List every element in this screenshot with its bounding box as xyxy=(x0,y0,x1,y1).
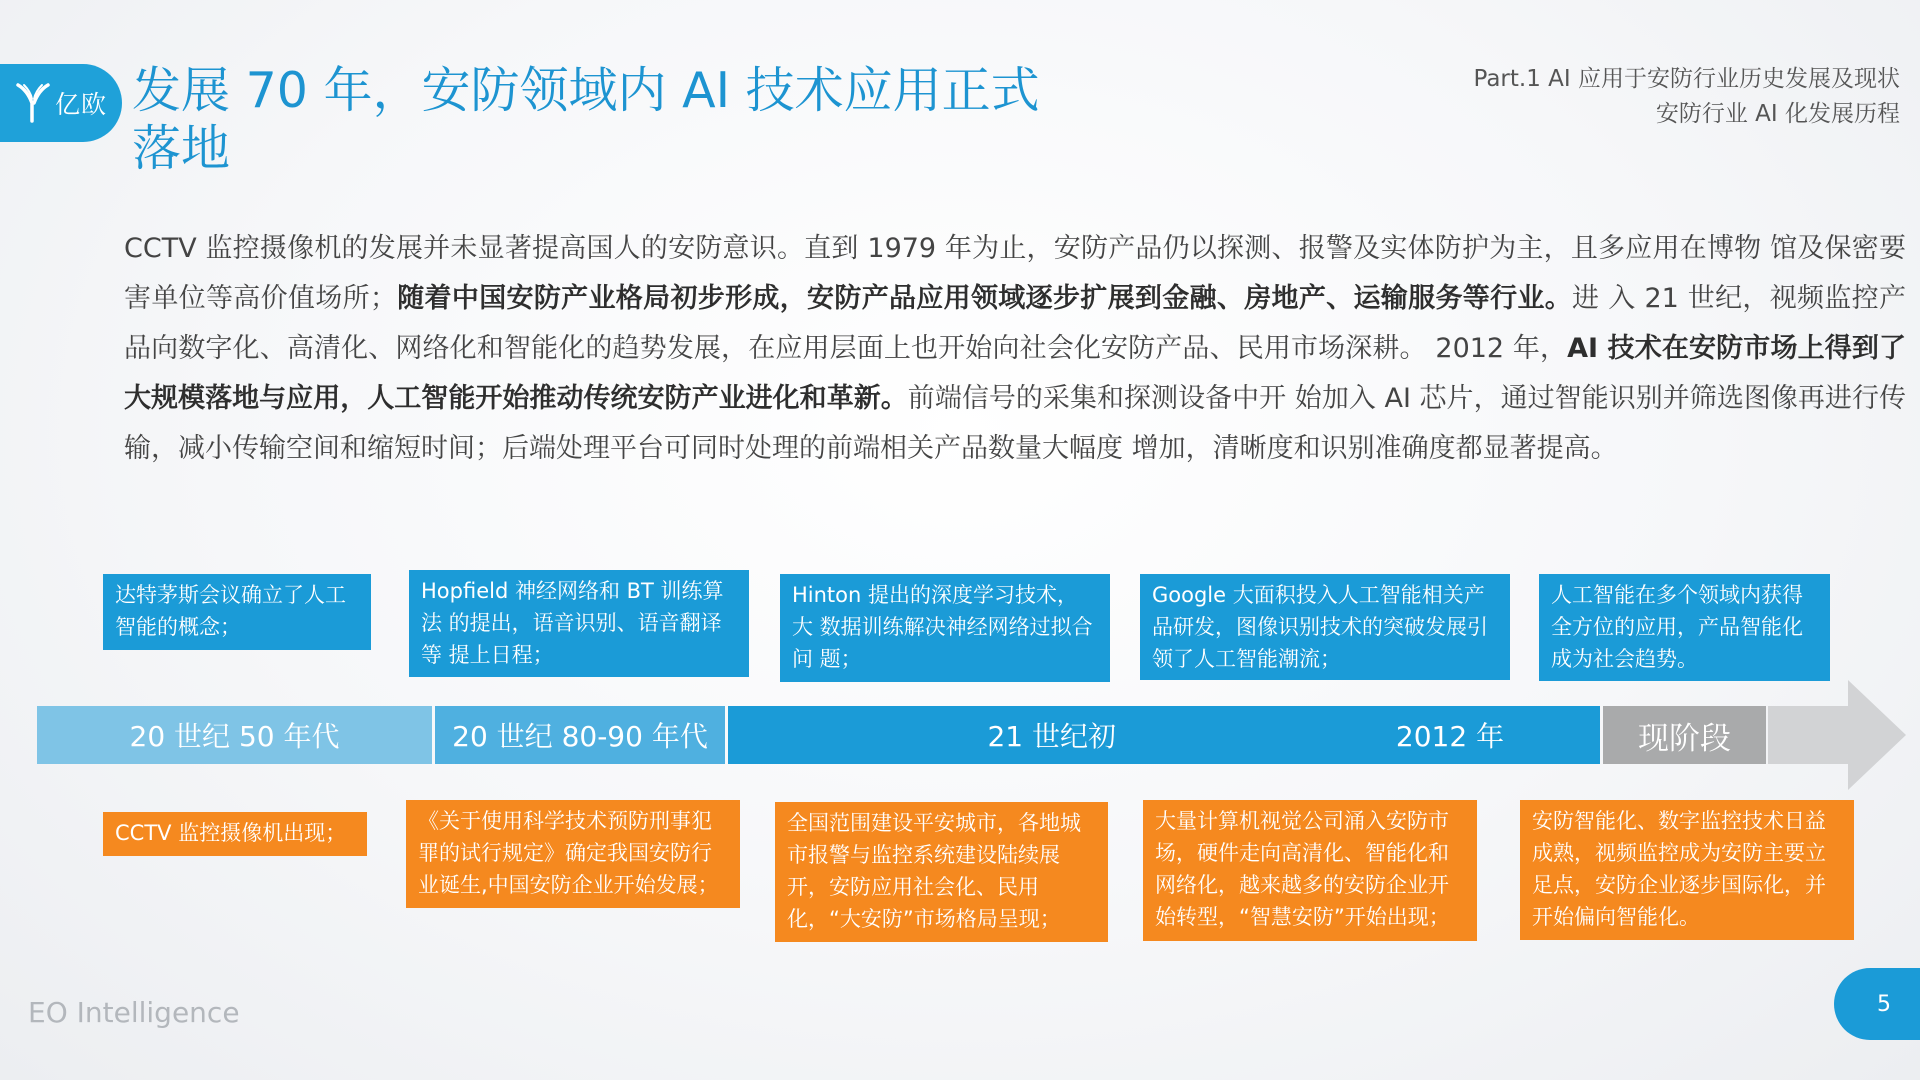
page-number: 5 xyxy=(1834,968,1920,1040)
period-1950s: 20 世纪 50 年代 xyxy=(37,706,432,764)
ai-event-box: 人工智能在多个领域内获得全方位的应用，产品智能化成为社会趋势。 xyxy=(1539,574,1830,681)
period-21st-century: 21 世纪初 xyxy=(728,706,1378,764)
timeline xyxy=(0,680,1920,800)
intro-text-1: CCTV 监控摄像机的发展并未显著提高国人的安防意识。直到 1979 年为止，安防产品仍以探测、报警及实体防护为主，且多应用在博物 馆及保密要害单位等高价值场所； xyxy=(124,233,1906,314)
security-event-box: 大量计算机视觉公司涌入安防市场，硬件走向高清化、智能化和网络化，越来越多的安防企业开始转型，“智慧安防”开始出现； xyxy=(1143,800,1477,941)
period-current: 现阶段 xyxy=(1603,706,1766,764)
y-logo-icon xyxy=(15,81,51,125)
part-label: Part.1 AI 应用于安防行业历史发展及现状 xyxy=(1473,66,1900,92)
security-event-box: CCTV 监控摄像机出现； xyxy=(103,812,367,856)
period-2012: 2012 年 xyxy=(1300,706,1600,764)
footer-brand: EO Intelligence xyxy=(28,996,240,1029)
intro-bold-2: AI 技术在安防市场上得到了大规模落地与应用，人工智能开始推动传统安防产业进化和革新。 xyxy=(124,333,1906,414)
intro-paragraph xyxy=(124,224,1906,474)
ai-event-box: Hinton 提出的深度学习技术，大 数据训练解决神经网络过拟合问 题； xyxy=(780,574,1110,682)
page-title: 发展 70 年，安防领域内 AI 技术应用正式落地 xyxy=(132,62,1040,177)
logo-text: 亿欧 xyxy=(54,90,107,119)
security-event-box: 《关于使用科学技术预防刑事犯罪的试行规定》确定我国安防行业诞生,中国安防企业开始发展； xyxy=(406,800,740,908)
section-breadcrumb xyxy=(1474,62,1901,132)
section-label: 安防行业 AI 化发展历程 xyxy=(1655,101,1900,127)
security-event-box: 全国范围建设平安城市，各地城市报警与监控系统建设陆续展开，安防应用社会化、民用化，“大安防”市场格局呈现； xyxy=(775,802,1108,942)
intro-text-3: 前端信号的采集和探测设备中开 始加入 AI 芯片，通过智能识别并筛选图像再进行传输，减小传输空间和缩短时间；后端处理平台可同时处理的前端相关产品数量大幅度 增加，清晰度和识别准确度都显著提高。 xyxy=(124,383,1906,464)
intro-bold-1: 随着中国安防产业格局初步形成，安防产品应用领域逐步扩展到金融、房地产、运输服务等行业。 xyxy=(396,283,1573,314)
period-1980s-90s: 20 世纪 80-90 年代 xyxy=(435,706,725,764)
logo xyxy=(0,64,122,142)
ai-event-box: Hopfield 神经网络和 BT 训练算法 的提出，语音识别、语音翻译等 提上日程； xyxy=(409,570,749,677)
security-event-box: 安防智能化、数字监控技术日益成熟，视频监控成为安防主要立足点，安防企业逐步国际化，并开始偏向智能化。 xyxy=(1520,800,1854,940)
ai-event-box: 达特茅斯会议确立了人工智能的概念； xyxy=(103,574,371,650)
ai-event-box: Google 大面积投入人工智能相关产品研发，图像识别技术的突破发展引领了人工智能潮流； xyxy=(1140,574,1510,680)
intro-text-2: 进 入 21 世纪，视频监控产品向数字化、高清化、网络化和智能化的趋势发展，在应用层面上也开始向社会化安防产品、民用市场深耕。 2012 年， xyxy=(124,283,1907,364)
